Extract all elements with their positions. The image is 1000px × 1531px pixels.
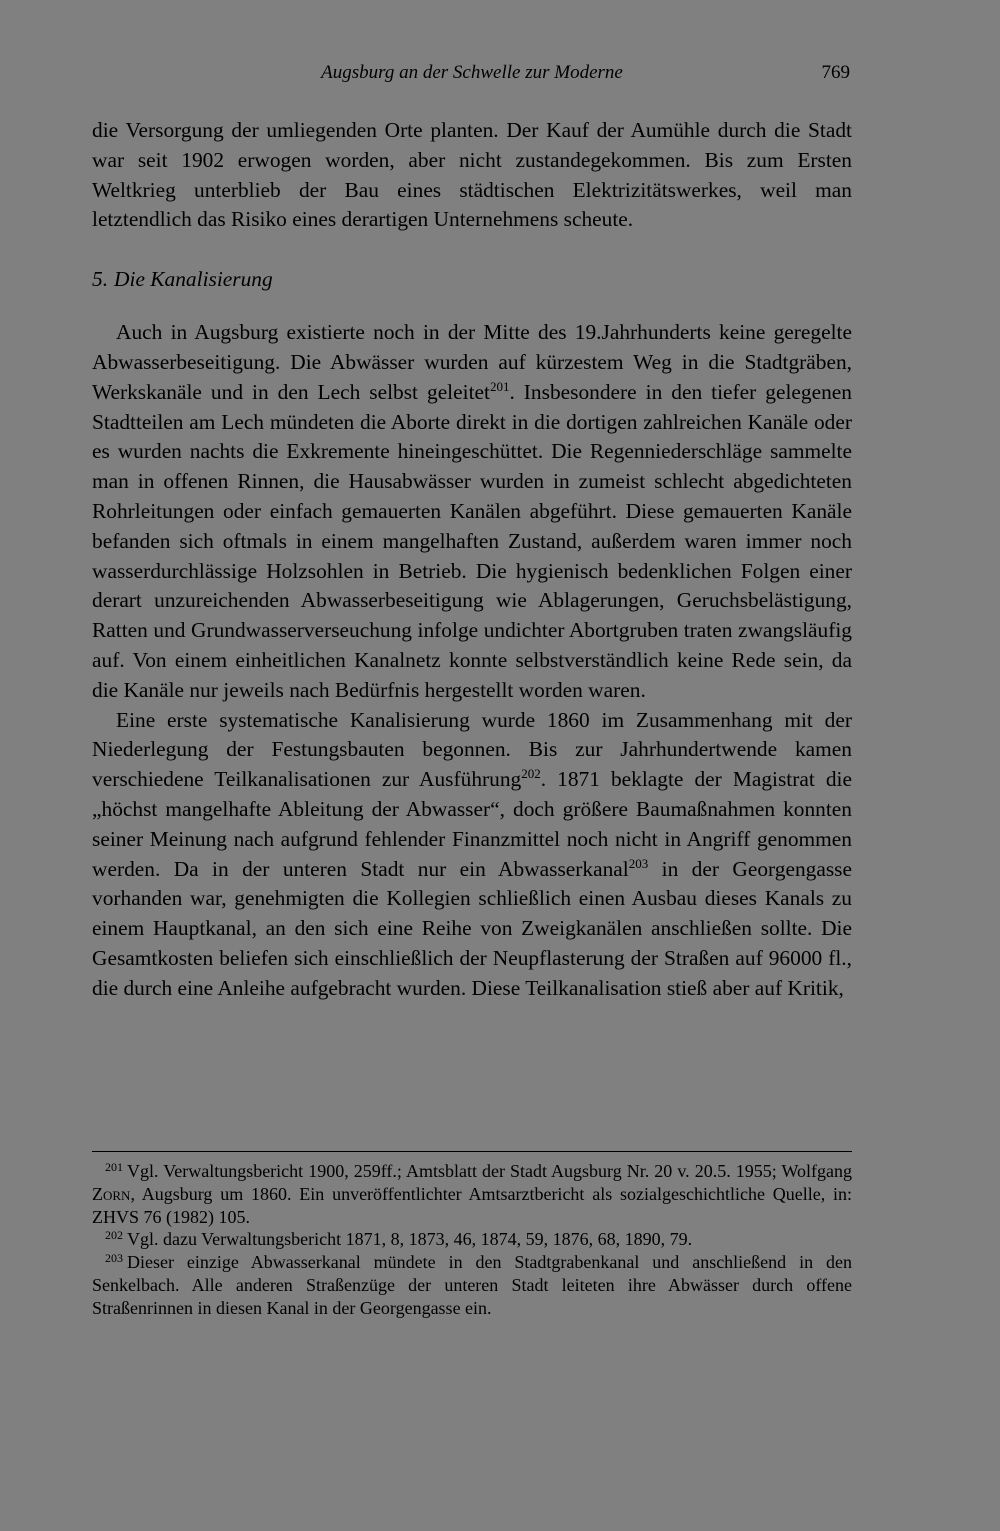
footnote-ref-203[interactable]: 203: [628, 855, 649, 871]
body-text: [92, 116, 852, 1004]
footnote-ref-201[interactable]: 201: [489, 378, 510, 394]
footnotes: [92, 1160, 852, 1320]
section-heading: [92, 265, 852, 294]
paragraph-text: . Insbesondere in den tiefer gelegenen Stadtteilen am Lech mündeten die Aborte direkt in die dortigen zahlreichen Kanäle oder es wurden nachts die Exkremente hineingeschüttet. Die Regenniederschläge sammelte man in offenen Rinnen, die Hausabwässer wurden in zumeist schlecht abgedichteten Rohrleitungen oder einfach gemauerten Kanälen abgeführt. Diese gemauerten Kanäle befanden sich oftmals in einem mangelhaften Zustand, außerdem waren immer noch wasserdurchlässige Holzsohlen in Betrieb. Die hygienisch bedenklichen Folgen einer derart unzureichenden Abwasserbeseitigung wie Ablagerungen, Geruchsbelästigung, Ratten und Grundwasserverseuchung infolge undichter Abortgruben traten zwangsläufig auf. Von einem einheitlichen Kanalnetz konnte selbstverständlich keine Rede sein, da die Kanäle nur jeweils nach Bedürfnis hergestellt worden waren.: [92, 379, 852, 702]
footnote-202: [92, 1228, 852, 1251]
page-number: 769: [821, 62, 850, 83]
section-number: 5.: [92, 267, 109, 292]
section-title: Die Kanalisierung: [114, 267, 273, 292]
footnote-author: Zorn: [92, 1183, 131, 1204]
paragraph: [92, 318, 852, 705]
footnote-text: Vgl. Verwaltungsbericht 1900, 259ff.; Amtsblatt der Stadt Augsburg Nr. 20 v. 20.5. 1955; Wolfgang: [127, 1161, 852, 1181]
paragraph-text: in der Georgengasse vorhanden war, genehmigten die Kollegien schließlich einen Ausbau dieses Kanals zu einem Hauptkanal, an den sich eine Reihe von Zweigkanälen anschließen sollte. Die Gesamtkosten beliefen sich einschließlich der Neupflasterung der Straßen auf 96000 fl., die durch eine Anleihe aufgebracht wurden. Diese Teilkanalisation stieß aber auf Kritik,: [92, 856, 852, 1000]
footnote-separator: [92, 1151, 852, 1152]
footnote-number: 202: [105, 1228, 123, 1243]
footnote-number: 203: [105, 1251, 123, 1266]
paragraph-continuation: [92, 116, 852, 235]
paragraph-text: die Versorgung der umliegenden Orte planten. Der Kauf der Aumühle durch die Stadt war seit 1902 erwogen worden, aber nicht zustandegekommen. Bis zum Ersten Weltkrieg unterblieb der Bau eines städtischen Elektrizitätswerkes, weil man letztendlich das Risiko eines derartigen Unternehmens scheute.: [92, 118, 852, 232]
paragraph-text: . 1871 beklagte der Magistrat die „höchst mangelhafte Ableitung der Abwasser“, doch größere Baumaßnahmen konnten seiner Meinung nach aufgrund fehlender Finanzmittel noch nicht in Angriff genommen werden. Da in der unteren Stadt nur ein Abwasserkanal: [92, 767, 852, 881]
page-content: [92, 58, 852, 1004]
paragraph-text: Eine erste systematische Kanalisierung wurde 1860 im Zusammenhang mit der Niederlegung der Festungsbauten begonnen. Bis zur Jahrhundertwende kamen verschiedene Teilkanalisationen zur Ausführung: [92, 707, 852, 792]
running-title: Augsburg an der Schwelle zur Moderne: [321, 62, 623, 83]
paragraph: [92, 706, 852, 1004]
paragraph-text: Auch in Augsburg existierte noch in der Mitte des 19.Jahrhunderts keine geregelte Abwasserbeseitigung. Die Abwässer wurden auf kürzestem Weg in die Stadtgräben, Werkskanäle und in den Lech selbst geleitet: [92, 320, 852, 404]
footnote-ref-202[interactable]: 202: [521, 766, 541, 782]
running-header: [92, 58, 852, 94]
footnote-201: [92, 1160, 852, 1228]
footnote-number: 201: [105, 1160, 123, 1174]
footnote-203: [92, 1251, 852, 1319]
footnote-text: , Augsburg um 1860. Ein unveröffentlichter Amtsarztbericht als sozialgeschichtliche Quelle, in: ZHVS 76 (1982) 105.: [92, 1183, 852, 1227]
footnote-text: Vgl. dazu Verwaltungsbericht 1871, 8, 1873, 46, 1874, 59, 1876, 68, 1890, 79.: [127, 1229, 693, 1250]
footnote-text: Dieser einzige Abwasserkanal mündete in den Stadtgrabenkanal und anschließend in den Senkelbach. Alle anderen Straßenzüge der unteren Stadt leiteten ihre Abwässer durch offene Straßenrinnen in diesen Kanal in der Georgengasse ein.: [92, 1252, 852, 1318]
